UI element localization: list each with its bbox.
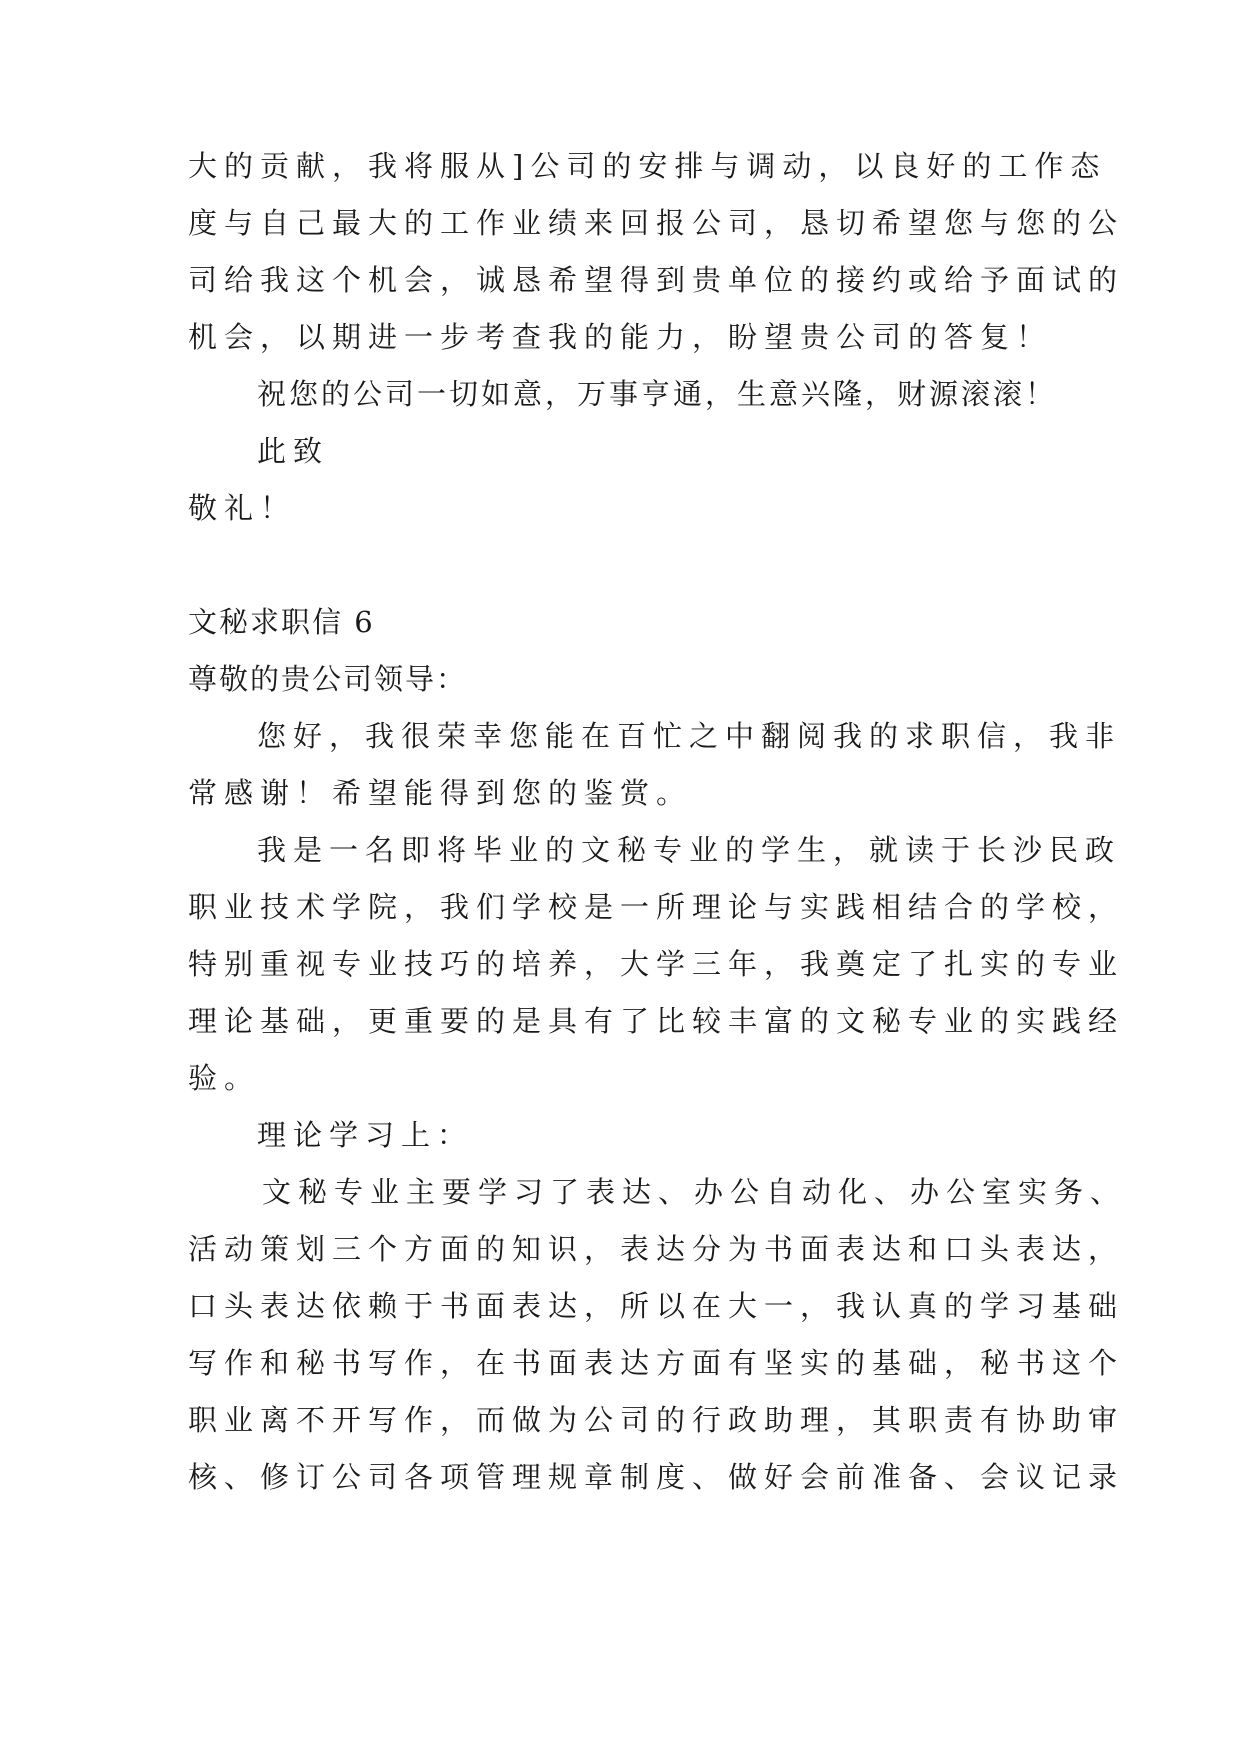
paragraph-line: 司给我这个机会，诚恳希望得到贵单位的接约或给予面试的: [188, 263, 1125, 297]
paragraph-line: 职业技术学院，我们学校是一所理论与实践相结合的学校，: [188, 890, 1125, 924]
paragraph-line: 我是一名即将毕业的文秘专业的学生，就读于长沙民政: [257, 833, 1122, 867]
paragraph-line: 您好，我很荣幸您能在百忙之中翻阅我的求职信，我非: [257, 719, 1122, 753]
closing-line-2: 敬礼！: [188, 491, 297, 525]
subheading: 理论学习上：: [257, 1118, 474, 1152]
paragraph-line: 机会，以期进一步考查我的能力，盼望贵公司的答复！: [188, 320, 1053, 354]
paragraph-line: 验。: [188, 1061, 261, 1095]
paragraph-line: 大的贡献，我将服从]公司的安排与调动，以良好的工作态: [188, 149, 1107, 183]
paragraph-line: 文秘专业主要学习了表达、办公自动化、办公室实务、: [262, 1175, 1127, 1209]
closing-line-1: 此致: [257, 434, 330, 468]
salutation: 尊敬的贵公司领导：: [188, 662, 468, 696]
wish-line: 祝您的公司一切如意，万事亨通，生意兴隆，财源滚滚！: [257, 377, 1058, 411]
paragraph-line: 度与自己最大的工作业绩来回报公司，恳切希望您与您的公: [188, 206, 1125, 240]
paragraph-line: 常感谢！希望能得到您的鉴赏。: [188, 776, 693, 810]
paragraph-line: 活动策划三个方面的知识，表达分为书面表达和口头表达，: [188, 1232, 1125, 1266]
paragraph-line: 口头表达依赖于书面表达，所以在大一，我认真的学习基础: [188, 1289, 1125, 1323]
paragraph-line: 特别重视专业技巧的培养，大学三年，我奠定了扎实的专业: [188, 947, 1125, 981]
section-title: 文秘求职信 6: [188, 605, 375, 639]
paragraph-line: 核、修订公司各项管理规章制度、做好会前准备、会议记录: [188, 1460, 1125, 1494]
paragraph-line: 职业离不开写作，而做为公司的行政助理，其职责有协助审: [188, 1403, 1125, 1437]
paragraph-line: 理论基础，更重要的是具有了比较丰富的文秘专业的实践经: [188, 1004, 1125, 1038]
paragraph-line: 写作和秘书写作，在书面表达方面有坚实的基础，秘书这个: [188, 1346, 1125, 1380]
